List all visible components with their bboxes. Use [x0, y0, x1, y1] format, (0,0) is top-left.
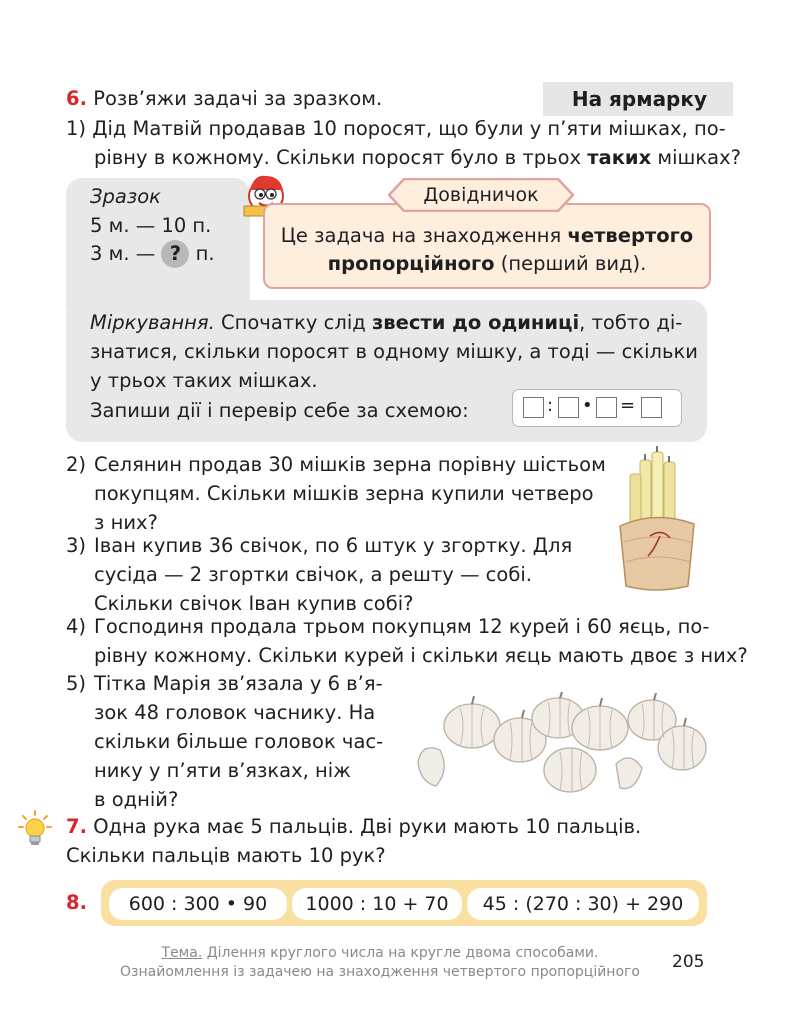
problem2-line1: Селянин продав 30 мішків зерна порівну шістьом — [94, 453, 606, 476]
scheme-box-2[interactable] — [558, 397, 579, 418]
expression-1: 600 : 300 • 90 — [109, 888, 287, 920]
problem1-text1: Дід Матвій продавав 10 поросят, що були у п’яти мішках, по- — [92, 117, 726, 140]
reasoning-line2: знатися, скільки поросят в одному мішку, а тоді — скільки — [90, 340, 698, 363]
section-title: На ярмарку — [571, 87, 707, 111]
problem2-number: 2) — [66, 453, 87, 476]
task6-heading — [66, 84, 382, 113]
scheme-box-4[interactable] — [641, 397, 662, 418]
task6-number: 6. — [66, 87, 87, 110]
reasoning-line3: у трьох таких мішках. — [90, 369, 318, 392]
check-text: Запиши дії і перевір себе за схемою: — [90, 399, 469, 422]
expression-3: 45 : (270 : 30) + 290 — [467, 888, 699, 920]
problem1-line2 — [94, 143, 741, 172]
page-number: 205 — [672, 952, 705, 972]
problem1-number: 1) — [66, 117, 87, 140]
hint-text2b: (перший вид). — [494, 252, 647, 275]
problem1-line1 — [66, 114, 726, 143]
problem5-line5: в одній? — [94, 788, 179, 811]
problem3-line3: Скільки свічок Іван купив собі? — [94, 592, 414, 615]
hint-text1b: четвертого — [567, 224, 694, 247]
task7-line2: Скільки пальців мають 10 рук? — [66, 844, 386, 867]
footer-line1 — [100, 944, 660, 963]
reasoning-text1c: , тобто ді- — [579, 311, 683, 334]
hint-line2 — [263, 249, 711, 278]
problem3-line1: Іван купив 36 свічок, по 6 штук у згортку. Для — [94, 534, 573, 557]
problem5-line1: Тітка Марія зв’язала у 6 в’я- — [94, 672, 383, 695]
hint-label-text: Довідничок — [423, 184, 539, 206]
hint-label — [388, 178, 574, 212]
reasoning-text1b: звести до одиниці — [371, 311, 580, 334]
reasoning-label: Міркування. — [90, 311, 215, 334]
lightbulb-icon — [18, 809, 52, 847]
hint-line1 — [263, 221, 711, 250]
hint-text2a: пропорційного — [327, 252, 495, 275]
footer-topic-text1: Ділення круглого числа на кругле двома способами. — [202, 945, 599, 961]
scheme-op-3: = — [620, 395, 636, 416]
footer-topic — [100, 944, 660, 982]
problem5-number: 5) — [66, 672, 87, 695]
scheme-box-3[interactable] — [596, 397, 617, 418]
task7-text1: Одна рука має 5 пальців. Дві руки мають 10 пальців. — [93, 815, 642, 838]
task7-line1 — [66, 812, 641, 841]
candles-illustration — [610, 446, 702, 592]
problem1-text2b: таких — [587, 146, 652, 169]
problem3-line2: сусіда — 2 згортки свічок, а решту — собі. — [94, 563, 532, 586]
problem4-number: 4) — [66, 615, 87, 638]
problem3-number: 3) — [66, 534, 87, 557]
problem4-line2: рівну кожному. Скільки курей і скільки яєць мають двоє з них? — [94, 644, 748, 667]
expression-bar — [101, 880, 707, 926]
problem2-line2: покупцям. Скільки мішків зерна купили четверо — [94, 482, 594, 505]
garlic-illustration — [410, 690, 710, 800]
sample-row1: 5 м. — 10 п. — [90, 214, 212, 237]
scheme — [512, 389, 682, 427]
sample-row2-text: 3 м. — — [90, 242, 162, 265]
problem1-text2a: рівну в кожному. Скільки поросят було в трьох — [94, 146, 588, 169]
section-tab — [543, 82, 733, 116]
problem5-line3: скільки більше головок час- — [94, 730, 384, 753]
expression-2: 1000 : 10 + 70 — [292, 888, 462, 920]
unknown-circle: ? — [161, 240, 189, 268]
problem1-text2c: мішках? — [651, 146, 741, 169]
reasoning-line1 — [90, 308, 682, 337]
reasoning-text1a: Спочатку слід — [214, 311, 372, 334]
problem2-line3: з них? — [94, 511, 158, 534]
task6-title: Розв’яжи задачі за зразком. — [93, 87, 383, 110]
task8-number: 8. — [66, 891, 87, 914]
sample-row2-unit: п. — [189, 242, 215, 265]
task7-number: 7. — [66, 815, 87, 838]
sample-row2 — [90, 239, 215, 268]
problem4-line1: Господиня продала трьом покупцям 12 курей і 60 яєць, по- — [94, 615, 710, 638]
hint-text1a: Це задача на знаходження — [280, 224, 568, 247]
scheme-op-1: : — [547, 395, 554, 416]
footer-line2: Ознайомлення із задачею на знаходження четвертого пропорційного — [120, 964, 640, 980]
sample-title: Зразок — [90, 185, 161, 208]
footer-topic-label: Тема. — [161, 945, 203, 961]
problem5-line2: зок 48 головок часнику. На — [94, 701, 376, 724]
problem5-line4: нику у п’яти в’язках, ніж — [94, 759, 351, 782]
scheme-op-2: • — [582, 395, 593, 416]
scheme-box-1[interactable] — [523, 397, 544, 418]
